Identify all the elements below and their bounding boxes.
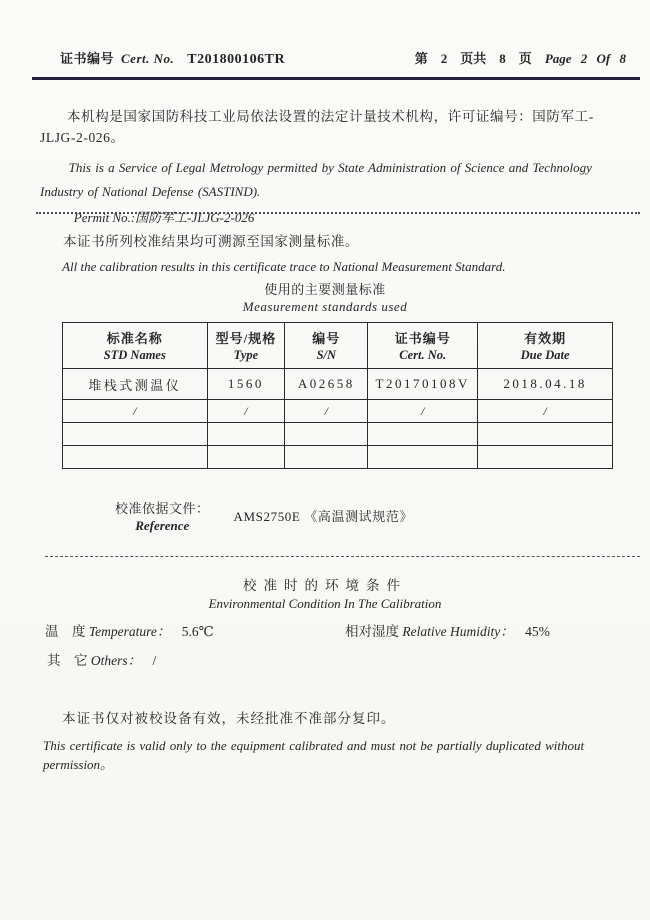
table-cell: /	[478, 400, 613, 423]
humidity-value: 45%	[525, 624, 550, 639]
others-label-zh: 其 它	[47, 653, 88, 668]
table-cell: 2018.04.18	[478, 369, 613, 400]
table-cell: A02658	[285, 369, 368, 400]
table-cell	[478, 423, 613, 446]
temperature-label-zh: 温 度	[45, 624, 86, 639]
col-header-std-names	[63, 323, 208, 369]
col-header-zh: 有效期	[524, 331, 567, 346]
standards-table-head	[63, 323, 613, 369]
standards-table	[62, 322, 613, 469]
traceability-text-en: All the calibration results in this certificate trace to National Measurement Standard.	[62, 259, 506, 274]
reference-label-en: Reference	[135, 518, 190, 533]
dashed-divider	[45, 556, 640, 557]
standards-table-title-zh: 使用的主要测量标准	[264, 282, 386, 297]
traceability-section	[40, 230, 620, 275]
col-header-zh: 编号	[312, 331, 341, 346]
page-indicator-en: Page 2 Of 8	[544, 51, 626, 66]
table-cell: /	[285, 400, 368, 423]
accreditation-section	[40, 107, 620, 226]
reference-section	[115, 498, 413, 534]
temperature-item	[45, 624, 214, 639]
accreditation-text-en: This is a Service of Legal Metrology permitted by State Administration of Science and Technology Industry of National Defense (SASTIND).	[40, 159, 592, 199]
col-header-serial	[285, 323, 368, 369]
permit-number-line: Permit No.:国防军工-JLJG-2-026	[73, 209, 255, 225]
temperature-value: 5.6℃	[181, 624, 214, 639]
table-cell	[207, 446, 285, 469]
standards-table-title	[0, 279, 650, 315]
table-cell: /	[63, 400, 208, 423]
table-cell	[63, 446, 208, 469]
table-row	[63, 400, 613, 423]
col-header-zh: 证书编号	[394, 331, 451, 346]
table-cell: T20170108V	[368, 369, 478, 400]
environment-title-en: Environmental Condition In The Calibration	[208, 596, 442, 611]
col-header-cert-no	[368, 323, 478, 369]
table-row	[63, 423, 613, 446]
others-label-en: Others：	[90, 653, 142, 668]
reference-value: AMS2750E 《高温测试规范》	[233, 508, 414, 524]
table-cell	[368, 446, 478, 469]
reference-label	[115, 498, 210, 534]
traceability-text-zh: 本证书所列校准结果均可溯源至国家测量标准。	[62, 234, 360, 249]
table-cell: /	[368, 400, 478, 423]
table-row	[63, 446, 613, 469]
table-cell: 1560	[207, 369, 285, 400]
environment-title-zh: 校准时的环境条件	[243, 578, 407, 593]
header-rule	[32, 77, 640, 80]
table-cell	[368, 423, 478, 446]
others-value: /	[152, 653, 157, 668]
dotted-divider	[36, 212, 640, 214]
standards-table-body	[63, 369, 613, 469]
page-indicator	[415, 48, 626, 67]
page-header	[60, 48, 626, 68]
standards-table-title-en: Measurement standards used	[242, 299, 408, 314]
page-indicator-di: 第	[414, 51, 428, 66]
col-header-due-date	[478, 323, 613, 369]
validity-notice-en: This certificate is valid only to the equipment calibrated and must not be partially duplicated without permission。	[43, 738, 585, 772]
page-indicator-total: 8	[499, 51, 506, 66]
cert-number-group	[60, 48, 285, 68]
validity-notice-zh: 本证书仅对被校设备有效，未经批准不准部分复印。	[62, 711, 396, 726]
col-header-en: Type	[233, 348, 259, 362]
col-header-en: Cert. No.	[399, 348, 447, 362]
table-cell	[285, 423, 368, 446]
cert-number-label-zh: 证书编号	[60, 51, 115, 66]
table-cell	[207, 423, 285, 446]
table-cell: 堆栈式测温仪	[63, 369, 208, 400]
page-indicator-current: 2	[440, 51, 448, 66]
table-header-row	[63, 323, 613, 369]
temperature-label-en: Temperature：	[88, 624, 171, 639]
accreditation-text-zh: 本机构是国家国防科技工业局依法设置的法定计量技术机构，许可证编号：国防军工-JLJG-2-026。	[40, 109, 594, 145]
col-header-en: S/N	[316, 348, 337, 362]
table-row	[63, 369, 613, 400]
page-indicator-yegong: 页共	[460, 51, 487, 66]
col-header-en: Due Date	[520, 348, 570, 362]
page-indicator-ye: 页	[518, 51, 532, 66]
humidity-item	[345, 620, 550, 640]
table-cell	[63, 423, 208, 446]
humidity-label-en: Relative Humidity：	[402, 624, 514, 639]
table-cell	[285, 446, 368, 469]
environment-title	[0, 574, 650, 612]
table-cell	[478, 446, 613, 469]
humidity-label-zh: 相对湿度	[345, 624, 399, 639]
table-cell: /	[207, 400, 285, 423]
environment-values-row	[45, 620, 620, 640]
others-item	[47, 649, 156, 669]
col-header-type	[207, 323, 285, 369]
col-header-zh: 型号/规格	[215, 331, 277, 346]
cert-number-label-en: Cert. No.	[121, 51, 175, 66]
col-header-zh: 标准名称	[106, 331, 163, 346]
reference-label-zh: 校准依据文件：	[115, 501, 210, 516]
cert-number-value: T201800106TR	[187, 52, 286, 67]
col-header-en: STD Names	[103, 348, 166, 362]
